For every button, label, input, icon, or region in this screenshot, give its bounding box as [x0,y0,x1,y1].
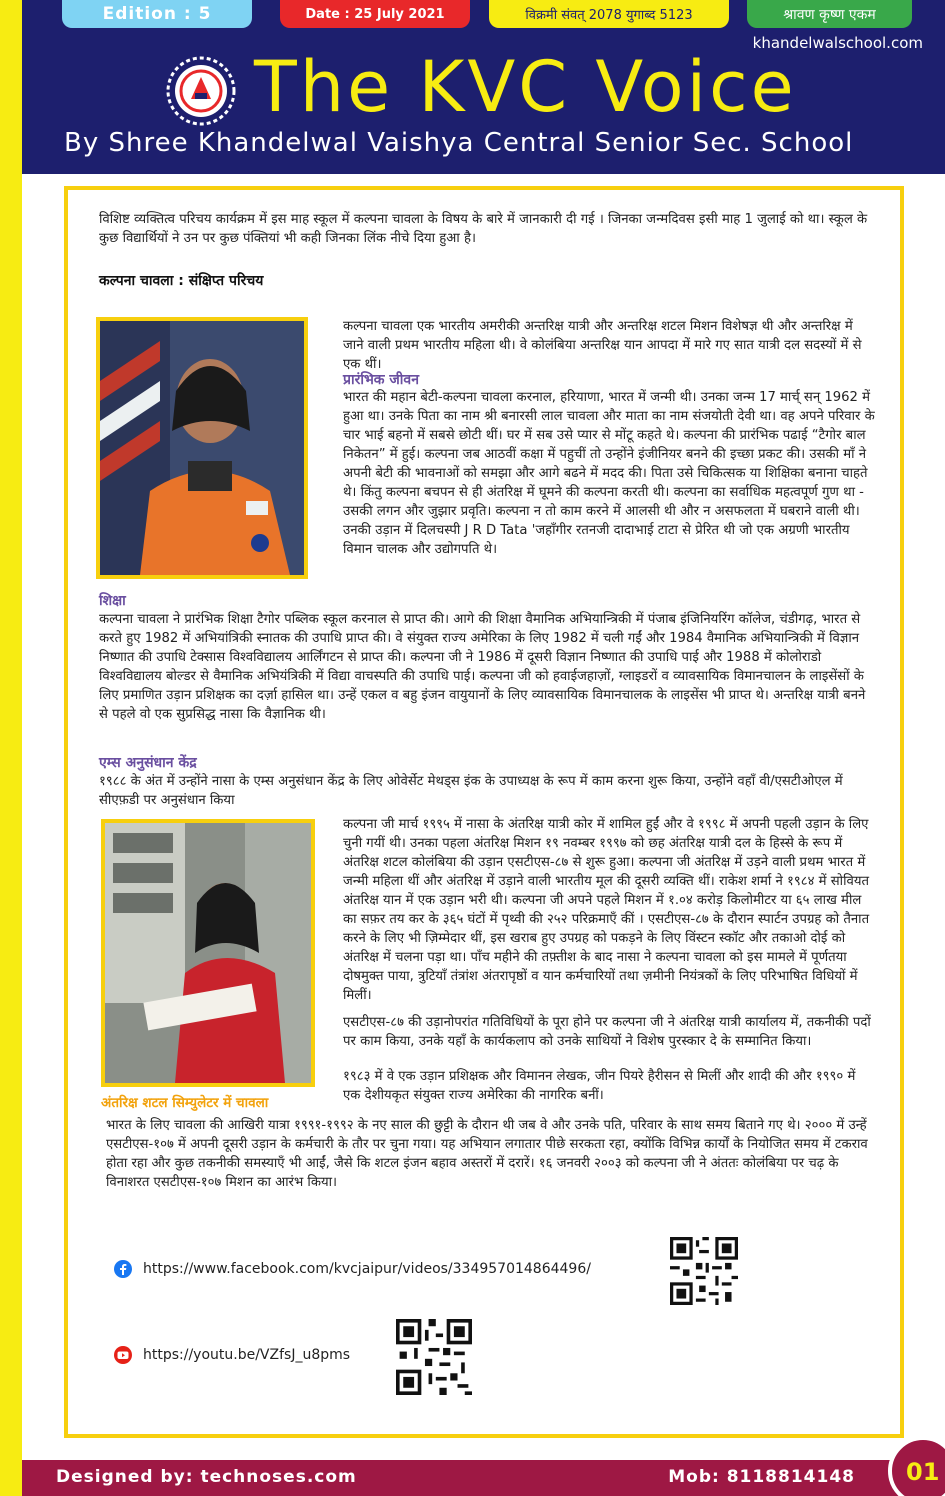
designer-credit: Designed by: technoses.com [56,1467,357,1487]
vikrami-samvat-badge: विक्रमी संवत् 2078 युगाब्द 5123 [489,0,729,28]
facebook-video-url[interactable]: https://www.facebook.com/kvcjaipur/videos/334957014864496/ [143,1261,591,1277]
simulator-photo-caption: अंतरिक्ष शटल सिम्युलेटर में चावला [101,1095,269,1111]
marriage-paragraph: १९८३ में वे एक उड़ान प्रशिक्षक और विमानन लेखक, जीन पियरे हैरीसन से मिलीं और शादी की और १९९० में एक देशीयकृत संयुक्त राज्य अमेरिका की नागरिक बनीं। [343,1069,856,1103]
youtube-qr-code-icon[interactable] [396,1319,472,1395]
youtube-link-row[interactable] [114,1346,350,1364]
facebook-qr-code-icon[interactable] [670,1237,738,1305]
school-website-link[interactable]: khandelwalschool.com [752,34,923,52]
footer-bar [22,1460,945,1496]
facebook-icon [114,1260,132,1278]
hindu-date-badge: श्रावण कृष्ण एकम [747,0,912,28]
intro-bio-paragraph: कल्पना चावला एक भारतीय अमरीकी अन्तरिक्ष यात्री और अन्तरिक्ष शटल मिशन विशेषज्ञ थी और अन्तरिक्ष में जाने वाली प्रथम भारतीय महिला थी। वे कोलंबिया अन्तरिक्ष यान आपदा में मारे गए सात यात्री दल सदस्यों में से एक थीं। [343,319,862,372]
early-life-paragraph: भारत की महान बेटी-कल्पना चावला करनाल, हरियाणा, भारत में जन्मी थी। उनका जन्म 17 मार्च् सन् 1962 में हुआ था। उनके पिता का नाम श्री बनारसी लाल चावला और माता का नाम संजयोती देवी था। वह अपने परिवार के चार भाई बहनो में सबसे छोटी थीं। घर में सब उसे प्यार से मोंटू कहते थे। कल्पना की प्रारंभिक पढाई “टैगोर बाल निकेतन” में हुई। कल्पना जब आठवीं कक्षा में पहुचीं तो उन्होंने इंजीनियर बनने की इच्छा प्रकट की। उसकी माँ ने अपनी बेटी की भावनाओं को समझा और आगे बढने में मदद की। पिता उसे चिकित्सक या शिक्षिका बनाना चाहते थे। किंतु कल्पना बचपन से ही अंतरिक्ष में घूमने की कल्पना करती थी। कल्पना का सर्वाधिक महत्वपूर्ण गुण था - उसकी लगन और जुझार प्रवृति। कल्पना न तो काम करने में आलसी थी और न असफलता में घबराने वाली थी। उनकी उड़ान में दिलचस्पी J R D Tata 'जहाँगीर रतनजी दादाभाई टाटा से प्रेरित थी जो एक अग्रणी भारतीय विमान चालक और उद्योगपति थे। [343,390,875,557]
left-yellow-strip [0,0,22,1496]
ames-research-heading: एम्स अनुसंधान केंद्र [99,755,197,771]
education-heading: शिक्षा [99,593,126,609]
date-badge: Date : 25 July 2021 [280,0,470,28]
newsletter-subtitle: By Shree Khandelwal Vaishya Central Senior Sec. School [64,128,854,158]
post-flight-paragraph: एसटीएस-८७ की उड़ानोपरांत गतिविधियों के पूरा होने पर कल्पना जी ने अंतरिक्ष यात्री कार्यालय में, तकनीकी पदों पर काम किया, उनके यहाँ के कार्यकलाप को उनके साथियों ने विशेष पुरस्कार दे के सम्मानित किया। [343,1015,871,1049]
astronaut-portrait-image [100,321,304,575]
final-mission-paragraph: भारत के लिए चावला की आखिरी यात्रा १९९१-१९९२ के नए साल की छुट्टी के दौरान थी जब वे और उनके पति, परिवार के साथ समय बिताने गए थे। २००० में उन्हें एसटीएस-१०७ में अपनी दूसरी उड़ान के कर्मचारी के तौर पर चुना गया। यह अभियान लगातार पीछे सरकता रहा, क्योंकि विभिन्न कार्यों के नियोजित समय में टकराव होता रहा और कुछ तकनीकी समस्याएँ भी आईं, जैसे कि शटल इंजन बहाव अस्तरों में दरारें। १६ जनवरी २००३ को कल्पना जी ने अंततः कोलंबिया पर चढ़ के विनाशरत एसटीएस-१०७ मिशन का आरंभ किया। [106,1118,868,1190]
shuttle-simulator-photo [101,819,315,1087]
kalpana-portrait-photo [96,317,308,579]
masthead [22,0,945,174]
ames-research-paragraph: १९८८ के अंत में उन्होंने नासा के एम्स अनुसंधान केंद्र के लिए ओवेर्सेट मेथड्स इंक के उपाध्यक्ष के रूप में काम करना शुरू किया, उन्होंने वहाँ वी/एसटीओएल में सीएफ़डी पर अनुसंधान किया [99,774,843,808]
newsletter-title: The KVC Voice [254,46,797,128]
page-number-badge: 01 [888,1436,945,1496]
youtube-video-url[interactable]: https://youtu.be/VZfsJ_u8pms [143,1347,351,1363]
contact-mobile: Mob: 8118814148 [668,1467,855,1487]
edition-badge: Edition : 5 [62,0,252,28]
simulator-reading-image [105,823,311,1083]
astronaut-career-paragraph: कल्पना जी मार्च १९९५ में नासा के अंतरिक्ष यात्री कोर में शामिल हुईं और वे १९९८ में अपनी पहली उड़ान के लिए चुनी गयीं थी। उनका पहला अंतरिक्ष मिशन १९ नवम्बर १९९७ को छह अंतरिक्ष यात्री दल के हिस्से के रूप में अंतरिक्ष शटल कोलंबिया की उड़ान एसटीएस-८७ से शुरू हुआ। कल्पना जी अंतरिक्ष में उड़ने वाली प्रथम भारत में जन्मी महिला थीं और अंतरिक्ष में उड़ाने वाली भारतीय मूल की दूसरी व्यक्ति थीं। राकेश शर्मा ने १९८४ में सोवियत अंतरिक्ष यान में एक उड़ान भरी थी। कल्पना जी अपने पहले मिशन में १.०४ करोड़ किलोमीटर या ६५ लाख मील का सफ़र तय कर के ३६५ घंटों में पृथ्वी की २५२ परिक्रमाएँ कीं । एसटीएस-८७ के दौरान स्पार्टन उपग्रह को तैनात करने के लिए भी ज़िम्मेदार थीं, इस खराब हुए उपग्रह को पकड़ने के लिए विंस्टन स्कॉट और तकाओ दोई को अंतरिक्ष में चलना पड़ा था। पाँच महीने की तफ़्तीश के बाद नासा ने कल्पना चावला को इस मामले में पूर्णतया दोषमुक्त पाया, त्रुटियाँ तंत्रांश अंतरापृष्ठों व यान कर्मचारियों तथा ज़मीनी नियंत्रकों के लिए परिभाषित विधियों में मिलीं। [343,817,870,1003]
early-life-heading: प्रारंभिक जीवन [343,372,419,388]
youtube-icon [114,1346,132,1364]
facebook-link-row[interactable] [114,1260,591,1278]
education-paragraph: कल्पना चावला ने प्रारंभिक शिक्षा टैगोर पब्लिक स्कूल करनाल से प्राप्त की। आगे की शिक्षा वैमानिक अभियान्त्रिकी में पंजाब इंजिनियरिंग कॉलेज, चंडीगढ़, भारत से करते हुए 1982 में अभियांत्रिकी स्नातक की उपाधि प्राप्त की। वे संयुक्त राज्य अमेरिका के लिए 1982 में चली गईं और 1984 वैमानिक अभियान्त्रिकी में विज्ञान निष्णात की उपाधि टेक्सास विश्वविद्यालय आर्लिंगटन से प्राप्त की। कल्पना जी ने 1986 में दूसरी विज्ञान निष्णात की उपाधि पाई और 1988 में कोलोराडो विश्वविद्यालय बोल्डर से वैमानिक अभियंत्रिकी में विद्या वाचस्पति की उपाधि पाई। कल्पना जी को हवाईजहाज़ों, ग्लाइडरों व व्यावसायिक विमानचालन के लाइसेंसों के लिए प्रमाणित उड़ान प्रशिक्षक का दर्ज़ा हासिल था। उन्हें एकल व बहु इंजन वायुयानों के लिए व्यावसायिक विमानचालक के लाइसेंस भी प्राप्त थे। अन्तरिक्ष यात्री बनने से पहले वो एक सुप्रसिद्ध नासा कि वैज्ञानिक थी। [99,612,866,722]
intro-title: कल्पना चावला : संक्षिप्त परिचय [99,273,264,289]
school-logo-icon [165,55,237,127]
intro-paragraph: विशिष्ट व्यक्तित्व परिचय कार्यक्रम में इस माह स्कूल में कल्पना चावला के विषय के बारे में जानकारी दी गई । जिनका जन्मदिवस इसी माह 1 जुलाई को था। स्कूल के कुछ विद्यार्थियों ने उन पर कुछ पंक्तियां भी कही जिनका लिंक नीचे दिया हुआ है। [99,212,868,246]
